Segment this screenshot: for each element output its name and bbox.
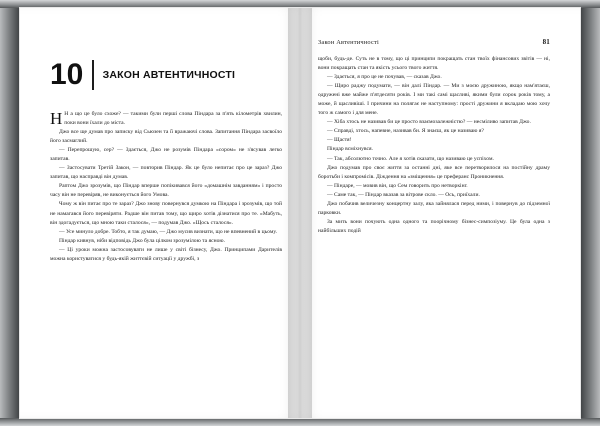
paragraph: Піндар всміхнувся. — [327, 146, 373, 153]
book-edge-top — [0, 0, 600, 8]
paragraph: — Так, абсолютно точно. Але я хотів сказати, що називаю це успіхом. — [327, 155, 494, 162]
left-page — [20, 8, 300, 418]
paragraph: Чому ж він питає про те зараз? Джо знову повернувся думкою на Піндара і зрозумів, що той не намагався його перевіряти. Радше він питав тому, що щиро хотів дізнатися про те. «Мабуть, він здогадується, що мною таки сталося», — подумав Джо. «Щось сталося». — [50, 201, 282, 226]
paragraph: — Перепрошую, сер? — Здається, Джо не розумів Піндара «сором» не з'ясував легко запитав. — [50, 147, 282, 163]
paragraph: — Ці уроки можна застосовувати не лише у світі бізнесу, Джо. Принципами Дарителів можна користуватися у будь-якій життєвій ситуації у дружбі, з — [50, 246, 282, 262]
paragraph: щоби, будь-де. Суть не в тому, що ці принципи покращать стан твоїх фінансових звітів — ні, вони покращать стан та якість усього твого життя. — [318, 56, 550, 72]
paragraph: — Піндаре, — мовив він, що Сем говорить про нетворкінг. — [327, 182, 468, 189]
drop-cap: Н — [50, 109, 63, 128]
paragraph: — Щастя! — [327, 137, 352, 144]
paragraph: Н Н а що це було схоже? — такими були перші слова Піндара за п'ять кілометрів хвилин, поки вони їхали до міста. — [50, 109, 282, 128]
paragraph: Джо подумав про своє життя за останні дні, яке все перетворилося на постійну драму боротьби і компромісів. Діждення на «зміщення» це преферанс Проникнення. — [318, 164, 550, 180]
chapter-divider-rule — [92, 60, 93, 90]
paragraph: — Здається, я про це не почував, — сказав Джо. — [327, 74, 442, 81]
chapter-number: 10 — [50, 58, 84, 91]
paragraph: — Хіба хтось не називав би це просто взаємозалежністю? — несміливо запитав Джо. — [327, 119, 531, 126]
paragraph: — Усе минуло добре. Тобто, я так думаю, — Джо мусив визнати, що не впевнений в цьому. — [59, 228, 277, 235]
chapter-title: ЗАКОН АВТЕНТИЧНОСТІ — [102, 68, 236, 81]
paragraph: — Застосувати Третій Закон, — повторив Піндар. Як це було непитає про це зараз? Джо запитав, що насправді він думав. — [50, 165, 282, 181]
page-spread — [20, 8, 580, 418]
paragraph: За мить вони почують одна одного та поорічному бізнес-симпозіуму. Це була одна з найбільших подій — [318, 218, 550, 234]
paragraph: Джо все ще думав про записку від Сьюзен та її вражаючі слова. Запитання Піндара засвоїло його засмаглий. — [50, 129, 282, 145]
right-page — [300, 8, 580, 418]
paragraph: Джо побачив величезну концертну залу, яка зайнялася перед ними, і повернув до підземної парковки. — [318, 200, 550, 216]
running-head — [318, 38, 550, 46]
paragraph: — Щиро раджу подумати, — він далі Піндар. — Ми з моєю дружиною, якщо нам'ятаєш, одружені вже майже п'ятдесяти років. І ми такі самі щасливі, якими були сорок років тому, а може, й щасливіші. І причини на полягає не наступному: прості дружини я вкладаю мою хочу того ж самого і для мене. — [318, 83, 550, 117]
book-edge-bottom — [0, 418, 600, 426]
paragraph: — Справді, хтось, напевне, називав би. Я знаєш, як це називаю я? — [327, 128, 484, 135]
chapter-heading — [50, 60, 282, 90]
paragraph: — Саме так, — Піндар вказав за вітрове скло. — Ось, приїхали. — [327, 191, 480, 198]
paragraph: Піндар кивнув, ніби відповідь Джо була цілком зрозумілою та ясною. — [59, 237, 225, 244]
page-number: 81 — [542, 38, 550, 46]
book-edge-left — [0, 0, 20, 426]
paragraph: Раптом Джо зрозумів, що Піндар вперше попікивався його «домашнім завданням» і просто часу він не перевіряв, не виконується його Умова. — [50, 183, 282, 199]
running-title: Закон Автентичності — [318, 39, 379, 46]
book-edge-right — [580, 0, 600, 426]
